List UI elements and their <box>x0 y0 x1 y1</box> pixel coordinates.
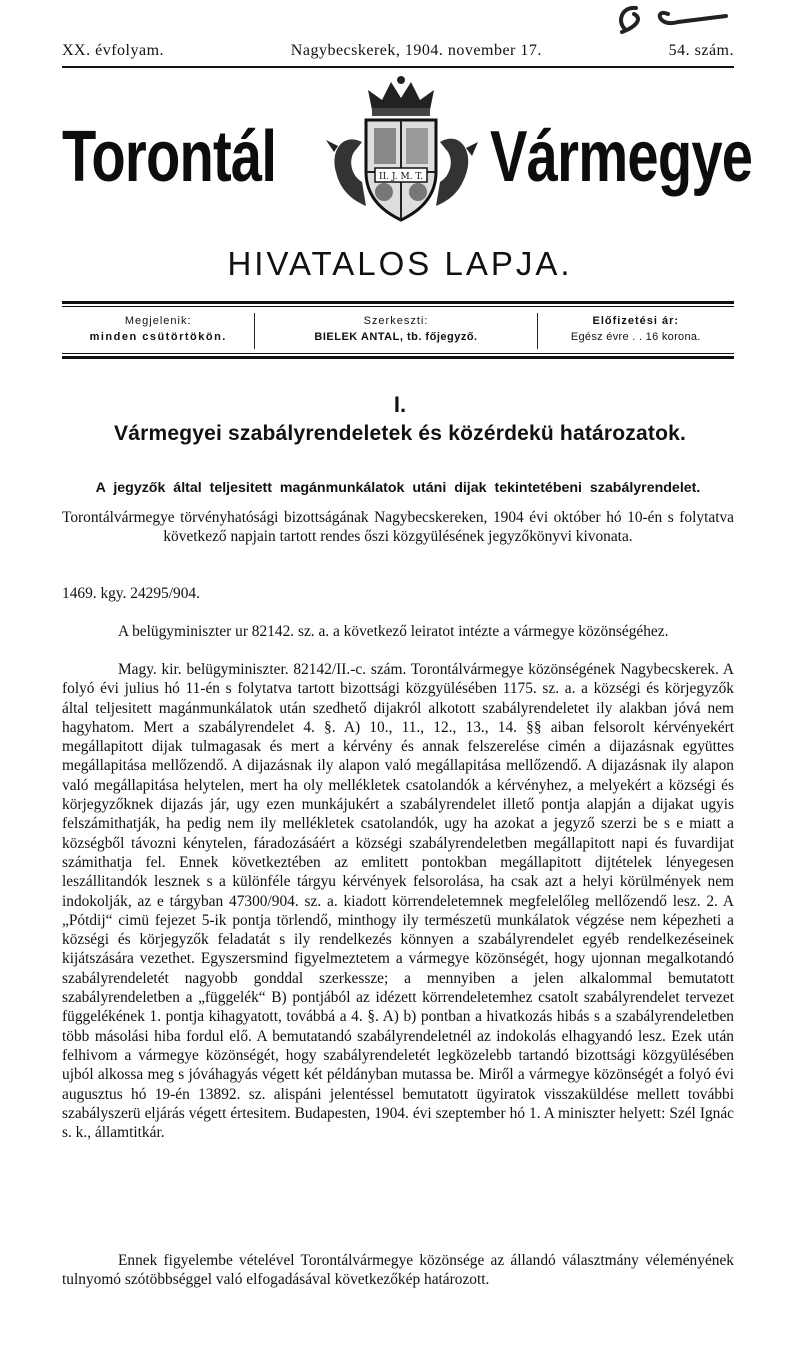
masthead-title-left: Torontál <box>62 117 277 197</box>
masthead-rule-bottom <box>62 356 734 359</box>
place-date: Nagybecskerek, 1904. november 17. <box>290 42 542 59</box>
crest-label: II. J. M. T. <box>379 172 423 182</box>
masthead-subtitle: HIVATALOS LAPJA. <box>227 245 573 282</box>
publication-info <box>62 313 734 349</box>
paragraph-1: A belügyminiszter ur 82142. sz. a. a következő leiratot intézte a vármegye közönségéhez. <box>118 623 669 640</box>
article-title: A jegyzők által teljesitett magánmunkálatok utáni dijak tekintetébeni szabályrendelet. <box>95 480 701 496</box>
appears-label: Megjelenik: <box>124 315 192 327</box>
masthead-rule-top-thin <box>62 306 734 307</box>
editor-value: BIELEK ANTAL, tb. főjegyző. <box>314 331 478 343</box>
coat-of-arms-icon <box>312 72 490 224</box>
editor-column <box>254 313 537 349</box>
article-intro: Torontálvármegye törvényhatósági bizottságának Nagybecskereken, 1904 évi október hó 10-én s folytatva következő napjain tartott rendes őszi közgyülésének jegyzőkönyvi kivonata. <box>62 509 734 546</box>
subscription-value: Egész évre . . 16 korona. <box>570 331 701 343</box>
section-title: Vármegyei szabályrendeletek és közérdekü határozatok. <box>113 422 687 445</box>
issue-line <box>62 42 734 60</box>
handwritten-mark <box>608 0 738 40</box>
issue-number: 54. szám. <box>668 42 734 59</box>
appears-value: minden csütörtökön. <box>89 331 227 343</box>
header-rule <box>62 66 734 68</box>
reference-number: 1469. kgy. 24295/904. <box>62 585 200 602</box>
subscription-label: Előfizetési ár: <box>592 315 680 327</box>
masthead-rule-top <box>62 301 734 304</box>
paragraph-3: Ennek figyelembe vételével Torontálvármegye közönsége az állandó választmány véleményének tulnyomó szótöbbséggel való elfogadásával következőkép határozott. <box>62 1252 734 1289</box>
masthead-rule-bottom-thin <box>62 353 734 354</box>
section-number: I. <box>393 392 407 417</box>
appears-column <box>62 313 254 349</box>
editor-label: Szerkeszti: <box>363 315 429 327</box>
volume-label: XX. évfolyam. <box>62 42 165 59</box>
paragraph-2: Magy. kir. belügyminiszter. 82142/II.-c. szám. Torontálvármegye közönségének Nagybecskerek. A folyó évi julius hó 11-én s folytatva tartott bizottsági közgyülésében 1175. sz. a. a községi és körjegyzők által teljesitett magánmunkálatok után szedhető dijakról alkotott szabályrendeletet ily alakban jóvá nem hagyhatom. Mert a szabályrendelet 4. §. A) 10., 11., 12., 13., 14. §§ aiban felsorolt kérvényekért megállapitott dijak tulmagasak és mert a kérvény és annak felszerelése cimén a dijazásnak együttes megállapitása mellőzendő. A dijazásnak ily alapon való megállapitása mellőzendő. A dijazásnak ily alapon való megállapitása helytelen, mert ha oly mellékletek csatolandók a kérvényhez, a melyekért a községi és körjegyzőknek dijazás jár, ugy ezen munkájukért a szabályrendelet illető pontja alapján a dijakat ugyis felszámithatják, ha pedig nem ily mellékletek csatolandók, ugy ha azokat a jegyző szerzi be s e miatt a községből távozni kénytelen, fáradozásáért a községi szabályrendeletben megállapitott napi és fuvardijat számithatja fel. Ennek következtében az emlitett pontokban megállapitott dijtételek lényegesen leszállitandók lesznek s a különféle tárgyu kérvények felsorolása, ha csak azt a helyi körülmények nem indokolják, az e tárgyban 47300/904. sz. a. kiadott körrendeletemnek megfelelőleg mellőzendő lesz. 2. A „Pótdij“ cimü fejezet 5-ik pontja törlendő, minthogy ily természetü munkálatok végzése nem képezheti a községi és körjegyzők feladatát s ily rendelkezés könnyen a szabályrendelet egyéb rendelkezéseinek kijátszására vezethet. Egyszersmind figyelmeztetem a vármegye közönségét, hogy ujonnan megalkotandó szabályrendeletét nagyobb gonddal szerkessze; a mennyiben a jelen alkalommal bemutatott szabályrendeletben a „függelék“ B) pontjából az idézett körrendeletemhez csatolt szabályrendelet tervezet függelékének 1. pontja kihagyatott, továbbá a 4. §. A) b) pontban a hivatkozás hibás s a szabályrendeletben több másolási hiba fordul elő. A bemutatandó szabályrendeletnél az indokolás elhagyandó lesz. Ezek után felhivom a vármegye közönségét, hogy szabályrendeletét legközelebb tartandó bizottsági közgyülésében ujból alkossa meg s jóváhagyás végett két példányban mutassa be. Miről a vármegye közönségét a folyó évi augusztus hó 19-én 13892. sz. alispáni jelentéssel bemutatott ügyiratok visszaküldése mellett további szabályszerü eljárás végett értesitem. Budapesten, 1904. évi szeptember hó 1. A miniszter helyett: Szél Ignác s. k., államtitkár. <box>62 661 734 1142</box>
subscription-column <box>538 313 734 349</box>
masthead-title-right: Vármegye <box>490 117 753 197</box>
